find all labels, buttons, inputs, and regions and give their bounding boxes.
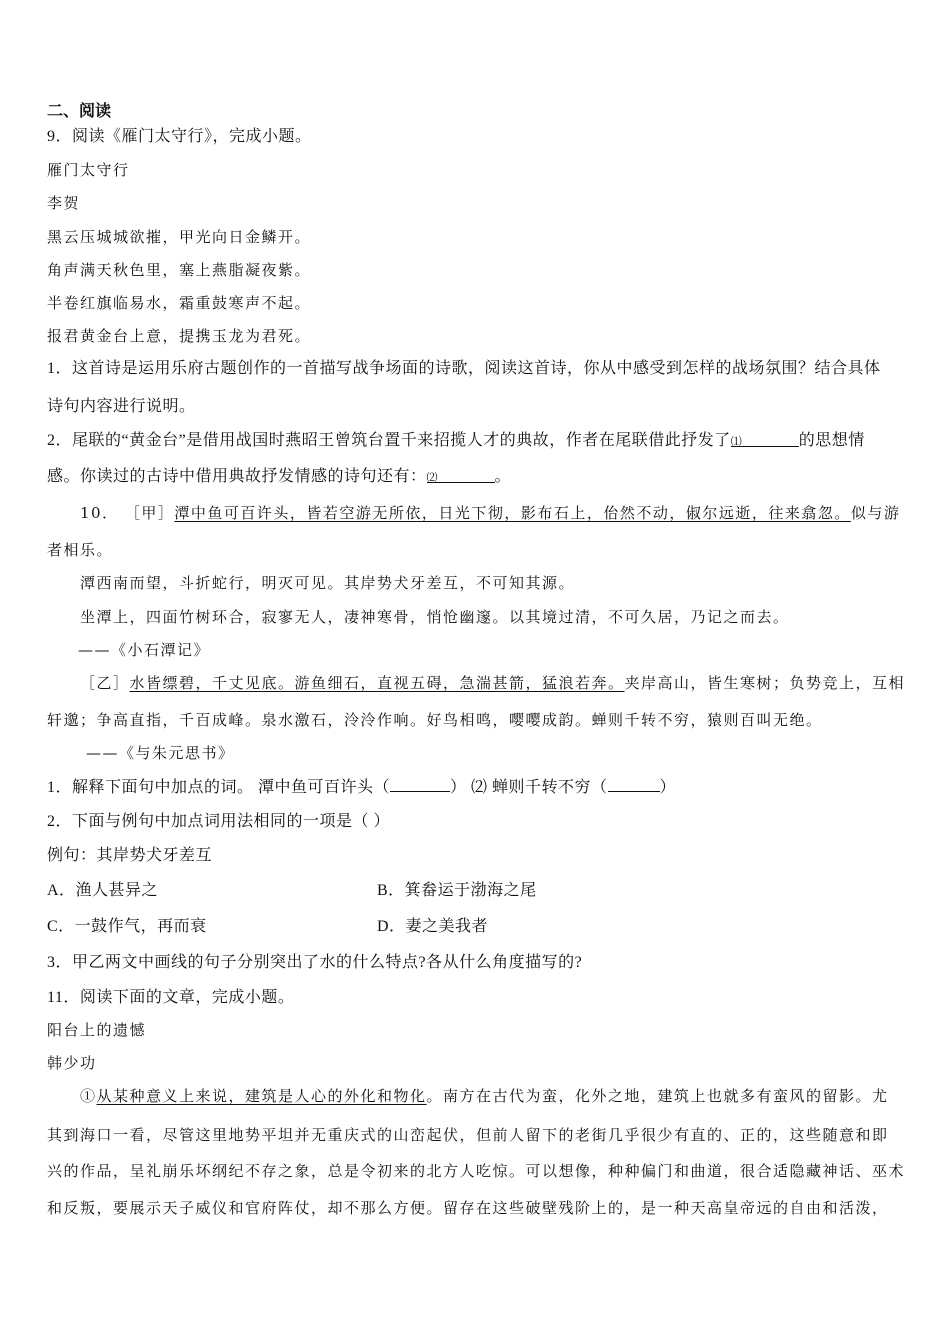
poem-line: 角声满天秋色里，塞上燕脂凝夜紫。: [47, 261, 312, 279]
article-title: 阳台上的遗憾: [47, 1021, 147, 1039]
article-p1-line4: 和反叛，要展示天子威仪和官府阵仗，却不那么方便。留存在这些破壁残阶上的，是一种天高皇帝远的自由和活泼，: [47, 1199, 889, 1217]
poem-line: 黑云压城城欲摧，甲光向日金鳞开。: [47, 228, 312, 246]
poem-line: 报君黄金台上意，提携玉龙为君死。: [47, 327, 312, 345]
q10-jia-line1: [80, 502, 900, 524]
q10-jia-line3: 潭西南而望，斗折蛇行，明灭可见。其岸势犬牙差互，不可知其源。: [80, 574, 576, 592]
poem-author: 李贺: [47, 194, 81, 212]
jia-rest: 似与游: [850, 504, 901, 522]
article-p1-line2: 其到海口一看，尽管这里地势平坦并无重庆式的山峦起伏，但前人留下的老街几乎很少有直的、正的，这些随意和即: [47, 1126, 889, 1144]
q9-sub1-line1: 1．这首诗是运用乐府古题创作的一首描写战争场面的诗歌，阅读这首诗，你从中感受到怎样的战场氛围？结合具体: [47, 360, 881, 377]
p1-rest: 。南方在古代为蛮，化外之地，建筑上也就多有蛮风的留影。尤: [426, 1087, 889, 1105]
q11-intro: 11．阅读下面的文章，完成小题。: [47, 989, 295, 1006]
q9-sub2-line2: [47, 466, 511, 488]
q10-jia-line2: 者相乐。: [47, 541, 114, 559]
paragraph-number: ①: [80, 1087, 97, 1105]
q10-sub2: 2．下面与例句中加点词用法相同的一项是（ ）: [47, 813, 391, 830]
q9-sub1-line2: 诗句内容进行说明。: [47, 398, 196, 415]
yi-source: ——《与朱元思书》: [86, 744, 235, 762]
article-author: 韩少功: [47, 1054, 97, 1072]
q10-yi-line2: 轩邈；争高直指，千百成峰。泉水激石，泠泠作响。好鸟相鸣，嘤嘤成韵。蝉则千转不穷，猿则百叫无绝。: [47, 711, 823, 729]
option-a: A．渔人甚异之: [47, 882, 159, 899]
q10-label: 10．: [80, 504, 119, 522]
jia-source: ——《小石潭记》: [78, 641, 211, 659]
article-p1-line3: 兴的作品，呈礼崩乐坏纲纪不存之象，总是令初来的北方人吃惊。可以想像，种种偏门和曲道，很合适隐藏神话、巫术: [47, 1162, 906, 1180]
q9-sub2-text-end: 的思想情: [798, 432, 865, 449]
q10-jia-line4: 坐潭上，四面竹树环合，寂寥无人，凄神寒骨，悄怆幽邃。以其境过清，不可久居，乃记之而去。: [80, 608, 790, 626]
option-d: D．妻之美我者: [377, 918, 489, 935]
p1-underlined-sentence: 从某种意义上来说，建筑是人心的外化和物化: [96, 1087, 427, 1105]
answer-blank-2[interactable]: [427, 466, 495, 483]
answer-blank-4[interactable]: [608, 775, 660, 792]
article-p1-line1: [80, 1085, 889, 1107]
q9-sub2-text: 2．尾联的“黄金台”是借用战国时燕昭王曾筑台置千来招揽人才的典故，作者在尾联借此抒发了: [47, 432, 731, 449]
q9-sub2-line1: [47, 430, 865, 452]
poem-title: 雁门太守行: [47, 161, 130, 179]
q9-sub2-text: 感。你读过的古诗中借用典故抒发情感的诗句还有：: [47, 468, 427, 485]
yi-tag: ［乙］: [80, 674, 130, 692]
answer-blank-3[interactable]: [390, 775, 450, 792]
yi-rest: 夹岸高山，皆生寒树；负势竞上，互相: [624, 674, 906, 692]
q10-example: 例句：其岸势犬牙差互: [47, 847, 213, 864]
jia-underlined-sentence: 潭中鱼可百许头，皆若空游无所依，日光下彻，影布石上，佁然不动，俶尔远逝，往来翕忽。: [174, 504, 851, 522]
q9-sub2-text-end: 。: [494, 468, 512, 485]
q10-sub1-mid: ） ⑵ 蝉则千转不穷（: [450, 779, 608, 796]
option-c: C．一鼓作气，再而衰: [47, 918, 207, 935]
blank-marker: ⑵: [426, 472, 439, 484]
q10-yi-line1: [80, 672, 905, 694]
jia-tag: ［甲］: [124, 504, 175, 522]
section-title: 二、阅读: [47, 103, 112, 120]
blank-marker: ⑴: [730, 436, 743, 448]
poem-line: 半卷红旗临易水，霜重鼓寒声不起。: [47, 294, 312, 312]
answer-blank-1[interactable]: [731, 430, 799, 447]
q10-sub1-end: ）: [659, 779, 677, 796]
q9-intro: 9．阅读《雁门太守行》，完成小题。: [47, 128, 312, 145]
option-b: B．箕畚运于渤海之尾: [377, 882, 537, 899]
yi-underlined-sentence: 水皆缥碧，千丈见底。游鱼细石，直视五碍，急湍甚箭，猛浪若奔。: [129, 674, 625, 692]
q10-sub3: 3．甲乙两文中画线的句子分别突出了水的什么特点?各从什么角度描写的?: [47, 954, 583, 971]
q10-sub1-text: 1．解释下面句中加点的词。 潭中鱼可百许头（: [47, 779, 391, 796]
q10-sub1: [47, 775, 676, 799]
